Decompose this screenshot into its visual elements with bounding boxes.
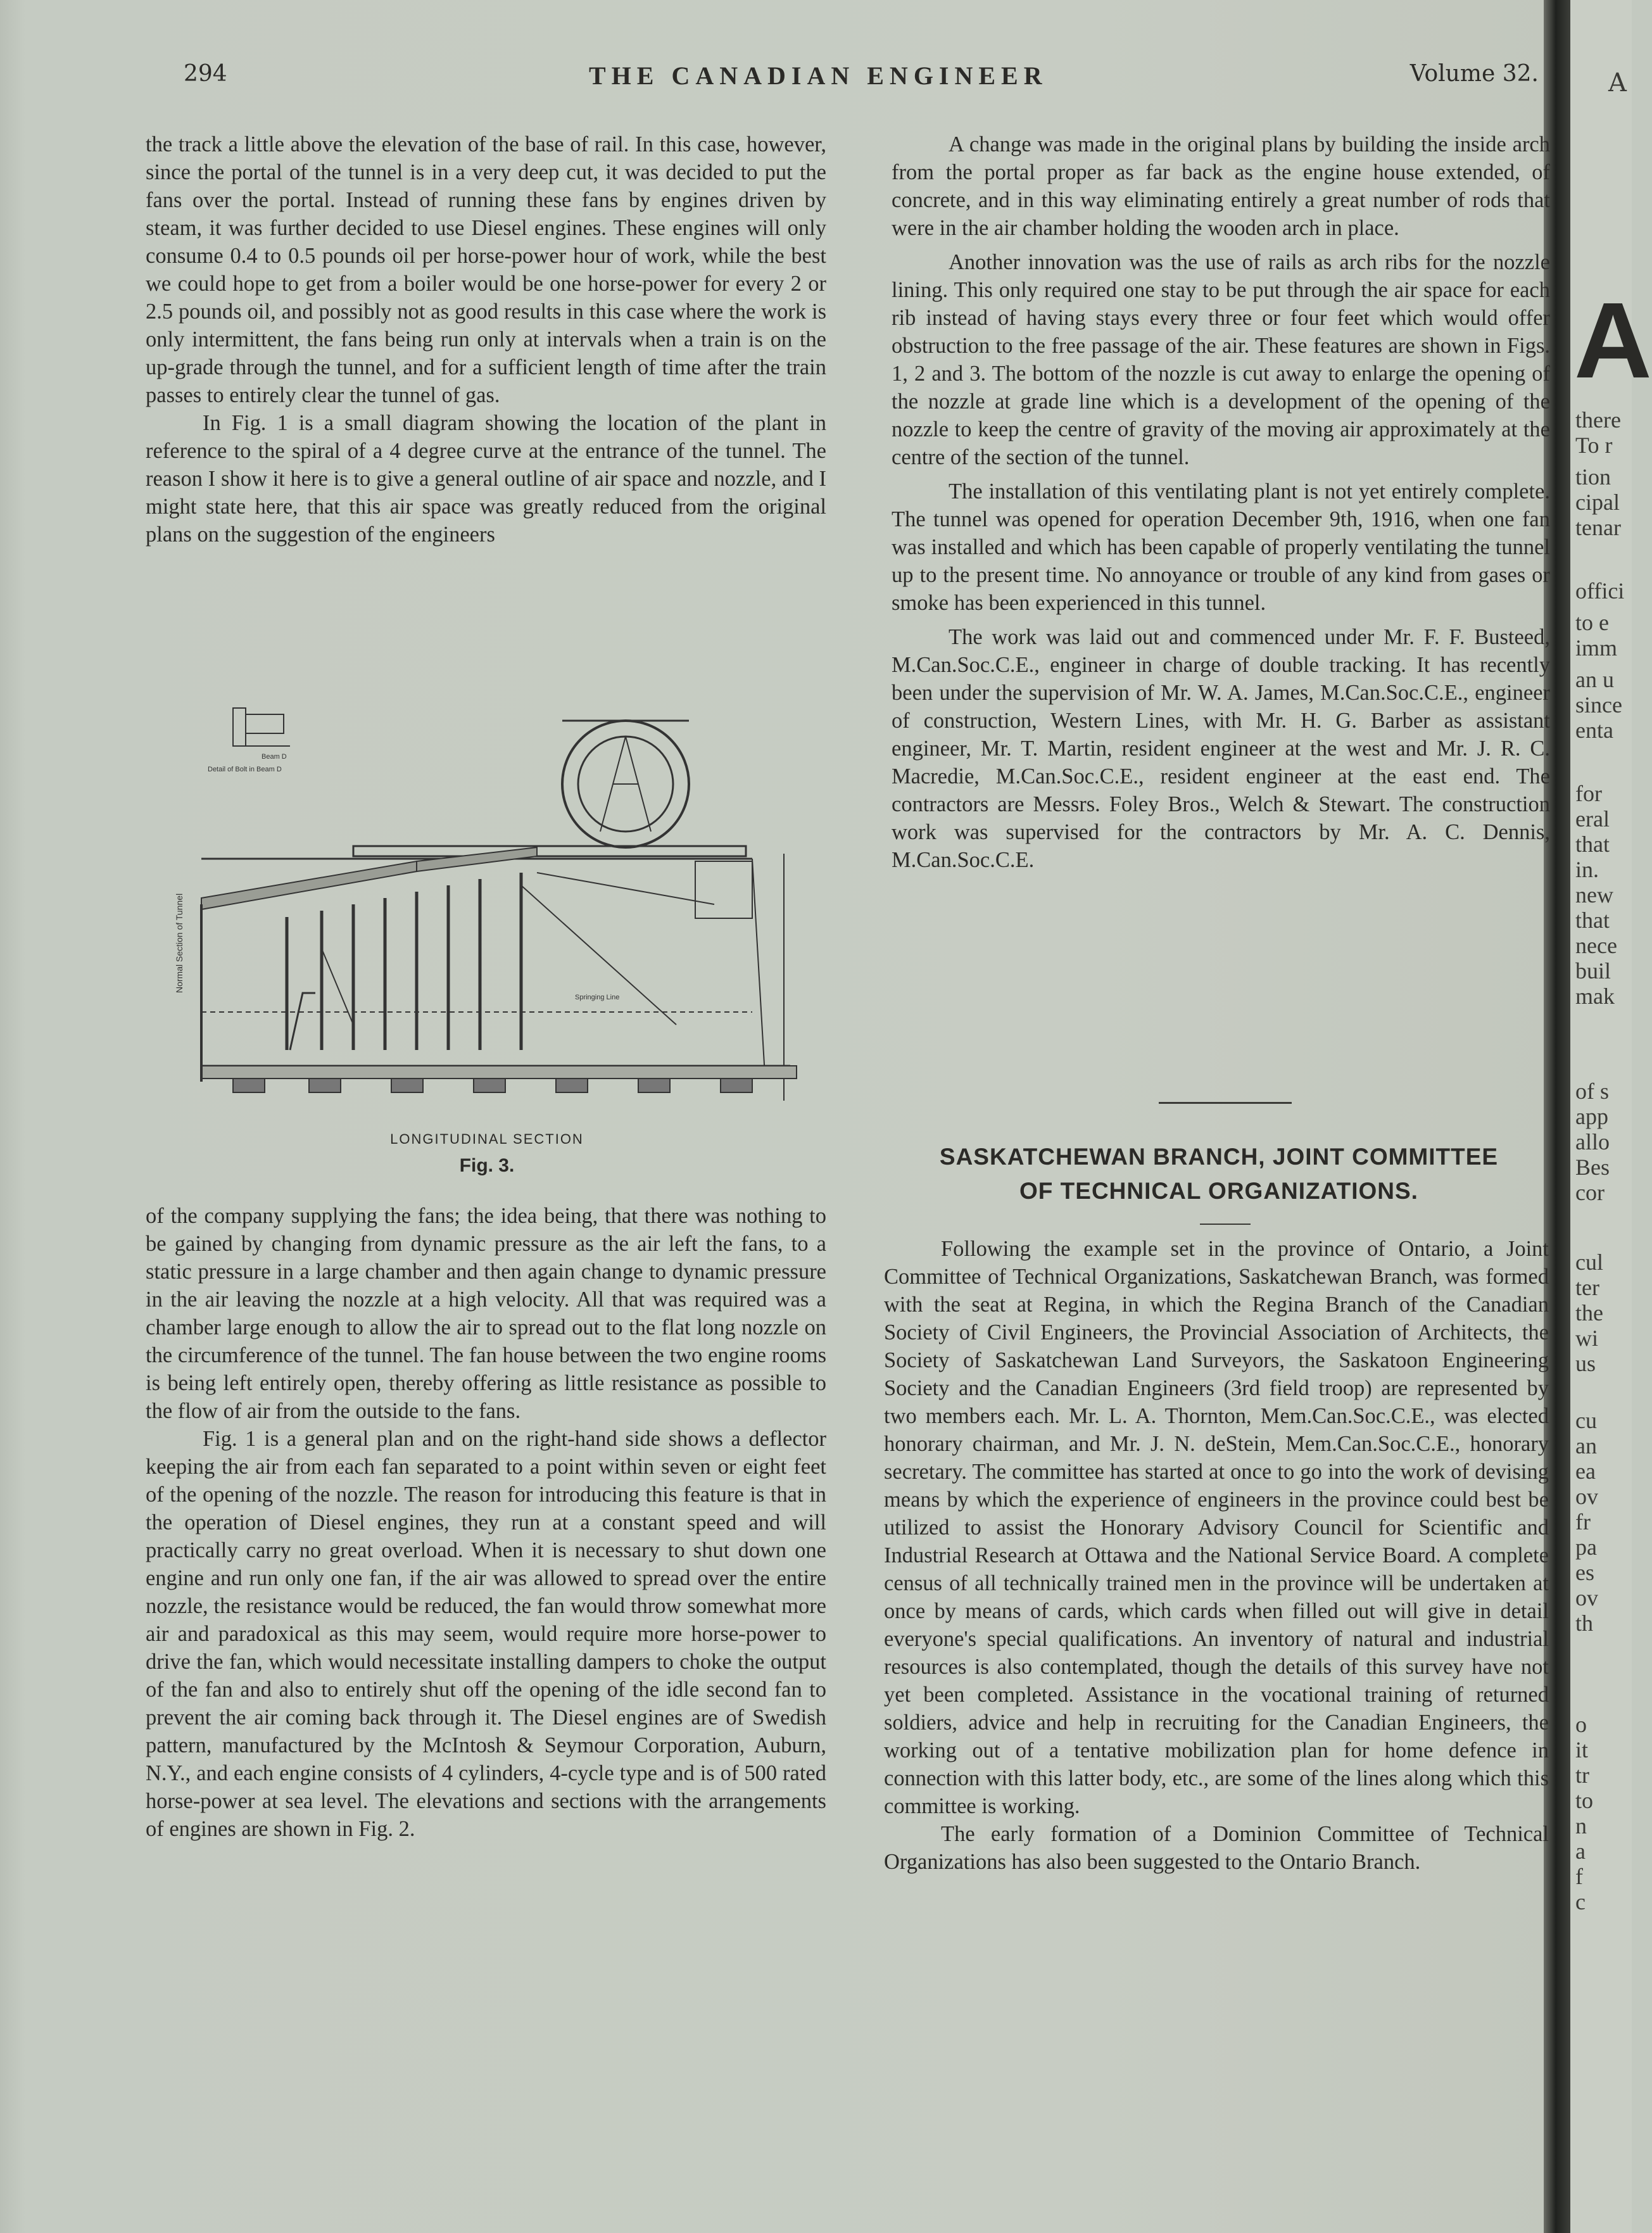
column-right-top <box>892 130 1550 874</box>
adjacent-page-fragment: f <box>1575 1864 1583 1889</box>
adjacent-page-header-letter: A <box>1608 68 1627 98</box>
adjacent-page-fragment: wi <box>1575 1325 1598 1351</box>
paragraph: A change was made in the original plans by building the inside arch from the portal proper as far back as the engine house extended, of concrete, and in this way eliminating entirely a great number of rods that were in the air chamber holding the wooden arch in place. <box>892 132 1550 240</box>
adjacent-page-fragment: cor <box>1575 1180 1605 1205</box>
adjacent-page-fragment: c <box>1575 1889 1586 1914</box>
figure-label-springing: Springing Line <box>575 994 620 1001</box>
page-header <box>184 61 1539 99</box>
adjacent-page-fragment: to e <box>1575 610 1609 635</box>
adjacent-page-fragment: n <box>1575 1813 1587 1838</box>
adjacent-page-fragment: app <box>1575 1104 1608 1129</box>
section-heading-line: SASKATCHEWAN BRANCH, JOINT COMMITTEE <box>939 1144 1499 1170</box>
adjacent-page-fragment: allo <box>1575 1129 1610 1154</box>
adjacent-page-fragment: offici <box>1575 578 1625 604</box>
adjacent-page-fragment: tr <box>1575 1762 1589 1788</box>
adjacent-page-fragment: that <box>1575 832 1610 857</box>
paragraph: of the company supplying the fans; the idea being, that there was nothing to be gained by changing from dynamic pressure as the air left the fans, to a static pressure in a large chamber and then again change to dynamic pressure in the air leaving the nozzle at a high velocity. All that was required was a chamber large enough to allow the air to spread out to the flat long nozzle on the circumference of the tunnel. The fan house between the two engine rooms is being left entirely open, thereby offering as little resistance as possible to the flow of air from the outside to the fans. <box>146 1204 826 1423</box>
adjacent-page-fragment: tion <box>1575 464 1611 490</box>
adjacent-page-fragment: cul <box>1575 1249 1603 1275</box>
longitudinal-section-drawing <box>144 695 829 1126</box>
adjacent-page-fragment: that <box>1575 908 1610 933</box>
adjacent-page-fragment: To r <box>1575 433 1613 458</box>
paragraph: Another innovation was the use of rails as arch ribs for the nozzle lining. This only required one stay to be put through the air space for each rib instead of having stays every three or four feet which would offer obstruction to the free passage of the air. These features are shown in Figs. 1, 2 and 3. The bottom of the nozzle is cut away to enlarge the opening of the nozzle at grade line which is a development of the opening of the nozzle to keep the centre of gravity of the moving air approximately at the centre of the section of the tunnel. <box>892 250 1550 469</box>
adjacent-page-fragment: fr <box>1575 1509 1591 1534</box>
adjacent-page-fragment: there <box>1575 407 1621 433</box>
adjacent-page-fragment: nece <box>1575 933 1617 958</box>
adjacent-page-fragment: cipal <box>1575 490 1620 515</box>
figure-label-section: Normal Section of Tunnel <box>174 893 184 993</box>
heading-underline <box>1200 1224 1251 1225</box>
paragraph: Following the example set in the province of Ontario, a Joint Committee of Technical Organizations, Saskatchewan Branch, was formed with the seat at Regina, in which the Regina Branch of the Canadian Society of Civil Engineers, the Provincial Association of Architects, the Society of Saskatchewan Land Surveyors, the Saskatoon Engineering Society and the Canadian Engineers (3rd field troop) are represented by two members each. Mr. L. A. Thornton, Mem.Can.Soc.C.E., was elected honorary chairman, and Mr. J. N. deStein, Mem.Can.Soc.C.E., honorary secretary. The committee has started at once to go into the work of devising means by which the experience of engineers in the province could best be utilized to assist the Honorary Advisory Council for Scientific and Industrial Research at Ottawa and the National Service Board. A complete census of all technically trained men in the province will be undertaken at once by means of cards, which cards when filled out will give in detail everyone's special qualifications. An inventory of natural and industrial resources is also contemplated, though the details of this survey have not yet been completed. Assistance in the vocational training of returned soldiers, advice and help in recruiting for the Canadian Engineers, the working out of a tentative mobilization plan for home defence in connection with this latter body, etc., are some of the lines along which this committee is working. <box>884 1237 1549 1818</box>
adjacent-page-fragment: to <box>1575 1788 1594 1813</box>
adjacent-page-fragment: th <box>1575 1610 1594 1636</box>
adjacent-page-fragment: tenar <box>1575 515 1621 540</box>
adjacent-page-fragment: enta <box>1575 718 1613 743</box>
page-number: 294 <box>184 61 227 87</box>
adjacent-page-fragment: pa <box>1575 1534 1597 1560</box>
journal-title: THE CANADIAN ENGINEER <box>589 61 1048 90</box>
adjacent-page-fragment: it <box>1575 1737 1589 1762</box>
adjacent-page-fragment: a <box>1575 1838 1586 1864</box>
adjacent-page-initial: A <box>1574 281 1652 401</box>
adjacent-page-fragment: imm <box>1575 635 1618 661</box>
adjacent-page-fragment: eral <box>1575 806 1610 832</box>
paragraph: Fig. 1 is a general plan and on the right-hand side shows a deflector keeping the air from each fan separated to a point within seven or eight feet of the opening of the nozzle. The reason for introducing this feature is that in the operation of Diesel engines, they run at a constant speed and will practically carry no great overload. When it is necessary to shut down one engine and run only one fan, if the air was allowed to spread over the entire nozzle, the resistance would be reduced, the fan would throw somewhat more air and paradoxical as this may seem, would require more horse-power to drive the fan, which would necessitate installing dampers to choke the output of the fan and also to entirely shut off the opening of the idle second fan to prevent the air coming back through it. The Diesel engines are of Swedish pattern, manufactured by the McIntosh & Seymour Corporation, Auburn, N.Y., and each engine consists of 4 cylinders, 4-cycle type and is of 500 rated horse-power at sea level. The elevations and sections with the arrangements of engines are shown in Fig. 2. <box>146 1427 826 1841</box>
adjacent-page-fragment: for <box>1575 781 1602 806</box>
column-left-top <box>146 130 826 548</box>
adjacent-page-fragment: Bes <box>1575 1154 1610 1180</box>
figure-label-beam: Beam D <box>262 753 287 761</box>
adjacent-page-fragment: mak <box>1575 984 1615 1009</box>
adjacent-page-fragment: the <box>1575 1300 1603 1325</box>
adjacent-page-fragment: since <box>1575 692 1622 718</box>
section-heading-line: OF TECHNICAL ORGANIZATIONS. <box>1019 1178 1418 1204</box>
adjacent-page-fragment: es <box>1575 1560 1594 1585</box>
paragraph: The work was laid out and commenced under Mr. F. F. Busteed, M.Can.Soc.C.E., engineer in charge of double tracking. It has recently been under the supervision of Mr. W. A. James, M.Can.Soc.C.E., engineer of construction, Western Lines, with Mr. H. G. Barber as assistant engineer, Mr. T. Martin, resident engineer at the west and Mr. J. R. C. Macredie, M.Can.Soc.C.E., resident engineer at the east end. The contractors are Messrs. Foley Bros., Welch & Stewart. The construction work was supervised for the contractors by Mr. A. C. Dennis, M.Can.Soc.C.E. <box>892 625 1550 872</box>
adjacent-page-fragment: o <box>1575 1712 1587 1737</box>
adjacent-page-fragment: of s <box>1575 1079 1609 1104</box>
figure-3 <box>144 695 829 1177</box>
adjacent-page-fragment: an u <box>1575 667 1614 692</box>
adjacent-page-fragment: ov <box>1575 1585 1598 1610</box>
paragraph: The installation of this ventilating plant is not yet entirely complete. The tunnel was opened for operation December 9th, 1916, when one fan was installed and which has been capable of properly ventilating the tunnel up to the present time. No annoyance or trouble of any kind from gases or smoke has been experienced in this tunnel. <box>892 479 1550 615</box>
adjacent-page-edge <box>1570 0 1652 2233</box>
figure-caption: LONGITUDINAL SECTION <box>390 1131 584 1147</box>
adjacent-page-fragment: us <box>1575 1351 1596 1376</box>
adjacent-page-fragment: in. <box>1575 857 1599 882</box>
paragraph: The early formation of a Dominion Committee of Technical Organizations has also been suggested to the Ontario Branch. <box>884 1822 1549 1874</box>
section-divider <box>1159 1102 1292 1104</box>
adjacent-page-fragment: cu <box>1575 1408 1597 1433</box>
figure-label-detail: Detail of Bolt in Beam D <box>208 766 282 773</box>
paragraph: the track a little above the elevation of the base of rail. In this case, however, since the portal of the tunnel is in a very deep cut, it was decided to put the fans over the portal. Instead of running these fans by engines driven by steam, it was further decided to use Diesel engines. These engines will only consume 0.4 to 0.5 pounds oil per horse-power hour of work, while the best we could hope to get from a boiler would be one horse-power for every 2 or 2.5 pounds oil, and possibly not as good results in this case where the work is only intermittent, the fans being run only at intervals when a train is on the up-grade through the tunnel, and for a sufficient length of time after the train passes to entirely clear the tunnel of gas. <box>146 132 826 407</box>
volume-label: Volume 32. <box>1409 61 1539 87</box>
adjacent-page-fragment: buil <box>1575 958 1611 984</box>
adjacent-page-fragment: an <box>1575 1433 1597 1458</box>
column-left-bottom <box>146 1202 826 1843</box>
adjacent-page-fragment: ov <box>1575 1484 1598 1509</box>
adjacent-page-fragment: ter <box>1575 1275 1599 1300</box>
paragraph: In Fig. 1 is a small diagram showing the location of the plant in reference to the spiral of a 4 degree curve at the entrance of the tunnel. The reason I show it here is to give a general outline of air space and nozzle, and I might state here, that this air space was greatly reduced from the original plans on the suggestion of the engineers <box>146 411 826 547</box>
section-heading <box>886 1140 1551 1208</box>
figure-label: Fig. 3. <box>459 1155 515 1176</box>
adjacent-page-fragment: new <box>1575 882 1613 908</box>
column-right-bottom <box>884 1235 1549 1876</box>
adjacent-page-fragment: ea <box>1575 1458 1596 1484</box>
